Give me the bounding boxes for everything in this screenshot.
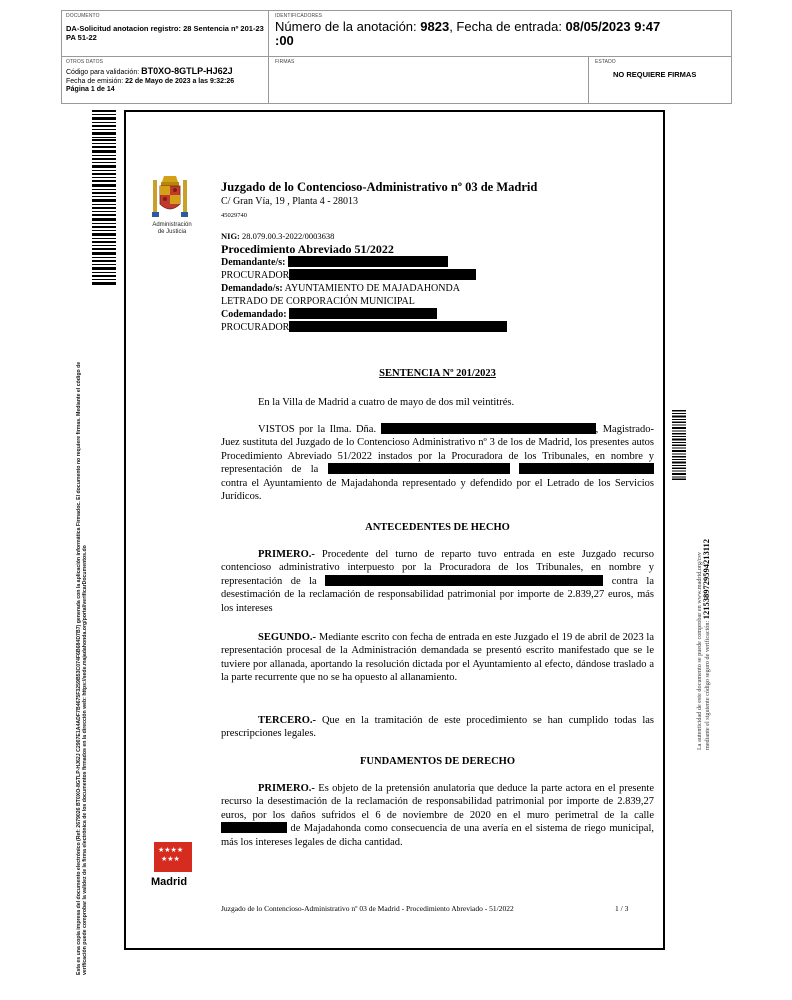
csv-line-1: La autenticidad de este documento se puede comprobar en www.madrid.org/csv (696, 552, 703, 750)
coat-of-arms-icon (150, 172, 190, 222)
estado-label: ESTADO (595, 59, 616, 65)
side-verification-text (76, 275, 88, 975)
otros-datos (66, 67, 264, 95)
procurador-2: PROCURADOR (221, 322, 290, 333)
redaction-bar (288, 256, 448, 267)
redaction-bar (289, 308, 437, 319)
fecha-entrada-cont: :00 (275, 33, 294, 48)
anotacion-prefix: Número de la anotación: (275, 19, 421, 34)
codemandado-line (221, 308, 507, 321)
antecedente-tercero-label: TERCERO.- (258, 715, 317, 726)
emision-label: Fecha de emisión: (66, 77, 126, 85)
csv-line-2-text: mediante el siguiente código seguro de verificación: (704, 619, 711, 750)
court-address: C/ Gran Vía, 19 , Planta 4 - 28013 (221, 196, 359, 207)
court-code: 45029740 (221, 212, 247, 219)
estado-cell (589, 57, 731, 103)
antecedente-tercero-text: Que en la tramitación de este procedimiento se han cumplido todas las prescripciones legales. (221, 715, 654, 740)
letrado: LETRADO DE CORPORACIÓN MUNICIPAL (221, 296, 415, 307)
identificadores-cell (269, 11, 731, 57)
csv-line-2 (703, 490, 711, 750)
page-footer: Juzgado de lo Contencioso-Administrativo nº 03 de Madrid - Procedimiento Abreviado - 51/2022 (221, 904, 514, 913)
comunidad-madrid-logo-icon: ★★★★ ★★★ (154, 842, 192, 872)
sentencia-title: SENTENCIA Nº 201/2023 (379, 368, 496, 379)
procurador-line-2 (221, 321, 507, 334)
anotacion-number: 9823 (420, 19, 450, 34)
demandado-line (221, 282, 507, 295)
fecha-entrada: 08/05/2023 9:47 (565, 19, 661, 34)
fundamento-primero-text-b: de Majadahonda como consecuencia de una avería en el sistema de riego municipal, más los intereses legales de dicha cantidad. (221, 823, 654, 848)
pagina-count: Página 1 de 14 (66, 86, 115, 93)
vistos-middle: Magistrado- Juez sustituta del Juzgado de lo Contencioso Administrativo nº 3 de los de Madrid, los presentes autos Procedimiento Abreviado 51/2022 instados por la Procuradora de los Tribunales, en nombre y representación de la (221, 424, 655, 476)
madrid-label: Madrid (151, 876, 188, 888)
antecedente-segundo-label: SEGUNDO.- (258, 632, 317, 643)
procurador-1: PROCURADOR (221, 270, 290, 281)
vistos-end: contra el Ayuntamiento de Majadahonda representado y defendido por el Letrado de los Servicios Jurídicos. (221, 477, 654, 503)
codigo-label: Código para validación: (66, 69, 142, 76)
case-parties-block (221, 231, 507, 334)
nig-line (221, 231, 507, 242)
antecedentes-title: ANTECEDENTES DE HECHO (365, 522, 510, 533)
demandado-value: AYUNTAMIENTO DE MAJADAHONDA (282, 283, 460, 294)
court-name: Juzgado de lo Contencioso-Administrativo nº 03 de Madrid (221, 180, 538, 194)
codemandado-label: Codemandado: (221, 309, 287, 320)
redaction-bar (289, 269, 476, 280)
otros-datos-label: OTROS DATOS (66, 59, 104, 65)
antecedente-tercero (221, 714, 654, 741)
demandado-label: Demandado/s: (221, 283, 283, 294)
antecedente-segundo-text: Mediante escrito con fecha de entrada en este Juzgado el 19 de abril de 2023 la representación procesal de la Administración demandada se presentó escrito manifestado que se le tuviere por allanada, aportando la resolución dictada por el Ayuntamiento al efecto, dándose traslado a la parte recurrente que no se ha opuesto al allanamiento. (221, 632, 654, 684)
crest-label-line-1: Administración (152, 222, 192, 228)
vistos-start: VISTOS por la Ilma. Dña. (258, 424, 377, 435)
letrado-line (221, 295, 507, 308)
redaction-bar (325, 575, 603, 586)
redaction-bar (328, 463, 510, 474)
procedure-title: Procedimiento Abreviado 51/2022 (221, 242, 394, 256)
nig-label: NIG: (221, 231, 240, 241)
estado-value: NO REQUIERE FIRMAS (613, 70, 697, 79)
antecedente-segundo (221, 631, 654, 685)
paragraph-villa: En la Villa de Madrid a cuatro de mayo de dos mil veintitrés. (258, 397, 515, 408)
antecedente-primero (221, 548, 654, 615)
demandante-line (221, 256, 507, 269)
csv-verification-text (696, 490, 711, 750)
documento-label: DOCUMENTO (66, 13, 100, 19)
antecedente-primero-text-b: contra la desestimación de la reclamación de responsabilidad patrimonial por importe de 2.839,27 euros, más los intereses (221, 575, 655, 614)
redaction-bar (289, 321, 507, 332)
demandante-label: Demandante/s: (221, 257, 286, 268)
crest-label-line-2: de Justicia (157, 229, 187, 235)
crest-label (142, 222, 202, 236)
fundamento-primero-text-a: Es objeto de la pretensión anulatoria que deduce la parte actora en el presente recurso la desestimación de la reclamación de responsabilidad patrimonial por importe de 2.839,27 euros, por los daños sufridos el 6 de noviembre de 2020 en el muro perimetral de la calle (221, 783, 654, 821)
emision-value: 22 de Mayo de 2023 a las 9:32:26 (125, 77, 235, 85)
fundamentos-title: FUNDAMENTOS DE DERECHO (360, 756, 515, 767)
documento-cell (62, 11, 269, 57)
firmas-label: FIRMAS (275, 59, 295, 65)
otros-datos-cell (62, 57, 269, 103)
side-text-line-1: Esta es una copia impresa del documento electrónico (Ref: 2679026 BT0XO-8GTLP-HJ62J C2907E1A4ADF7B4675F3259B53C074F6B684D7B7) generada con la aplicación informática Firmadoc. El documento no requiere firmas. Mediante el código de (76, 361, 82, 975)
fecha-prefix: , Fecha de entrada: (449, 19, 566, 34)
codigo-validacion: BT0XO-8GTLP-HJ62J (141, 66, 233, 76)
side-text-line-2: verificación puede comprobar la validez de la firma electrónica de los documentos firmados en la dirección web: https://sede.majadahonda.org/portal/verificarDocumentos.do (82, 545, 89, 975)
barcode-left (92, 110, 116, 285)
antecedente-primero-label: PRIMERO.- (258, 549, 315, 560)
identificadores-label: IDENTIFICADORES (275, 13, 323, 19)
redaction-bar (381, 423, 596, 434)
anotacion-line (275, 20, 725, 48)
documento-value: DA-Solicitud anotacion registro: 28 Sentencia nº 201-23 PA 51-22 (66, 24, 264, 42)
document-info-header (61, 10, 732, 104)
fundamento-primero-label: PRIMERO.- (258, 783, 315, 794)
barcode-right (672, 410, 686, 480)
redaction-bar (221, 822, 287, 833)
page-number: 1 / 3 (615, 904, 629, 913)
csv-code: 1215389729594213112 (701, 538, 711, 620)
redaction-bar (519, 463, 654, 474)
procurador-line-1 (221, 269, 507, 282)
firmas-cell (269, 57, 589, 103)
paragraph-vistos: VISTOS por la Ilma. Dña. , Magistrado- Juez sustituta del Juzgado de lo Contencioso Administrativo nº 3 de los de Madrid, los presentes autos Procedimiento Abreviado 51/2022 instados por la Procuradora de los Tribunales, en nombre y representación de la contra el Ayuntamiento de Majadahonda representado y defendido por el Letrado de los Servicios Jurídicos. (221, 424, 655, 503)
fundamento-primero (221, 782, 654, 849)
nig-value: 28.079.00.3-2022/0003638 (239, 231, 335, 241)
antecedente-primero-text-a: Procedente del turno de reparto tuvo entrada en este Juzgado recurso contencioso administrativo interpuesto por la Procuradora de los Tribunales, en nombre y representación de la (221, 549, 654, 587)
